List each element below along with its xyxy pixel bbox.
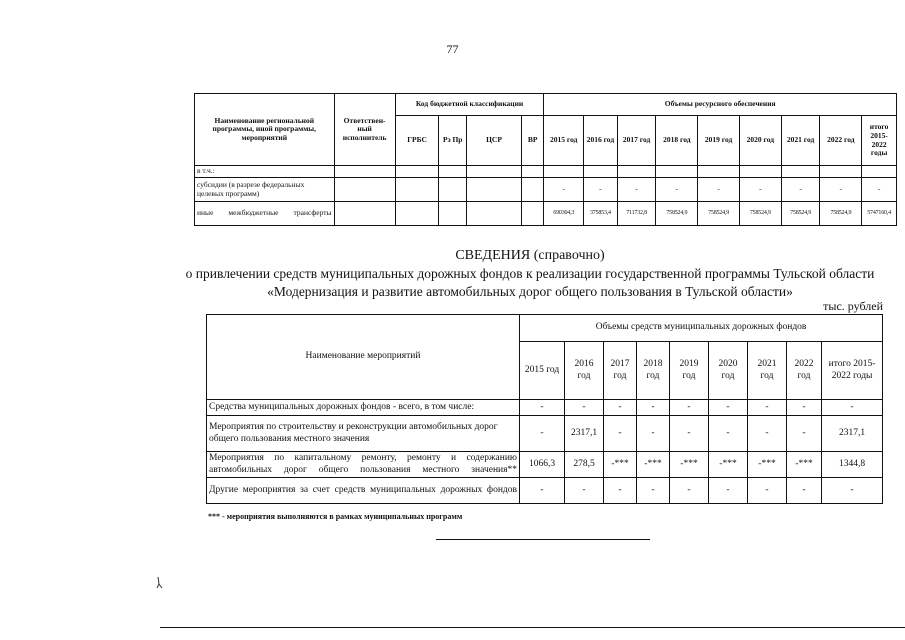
- cell-value: 1344,8: [822, 452, 883, 478]
- header-year: 2022 год: [787, 342, 822, 400]
- program-name: «Модернизация и развитие автомобильных дорог общего пользования в Тульской области»: [267, 284, 793, 299]
- cell-value: -: [637, 478, 670, 504]
- cell-value: 758524,9: [698, 202, 740, 226]
- cell-value: -: [617, 178, 656, 202]
- header-year: 2016 год: [584, 116, 618, 166]
- cell-value: -***: [748, 452, 787, 478]
- header-year: 2021 год: [781, 116, 820, 166]
- header-vr: ВР: [521, 116, 543, 166]
- row-name: Другие мероприятия за счет средств муниципальных дорожных фондов: [207, 478, 520, 504]
- cell-value: -: [709, 478, 748, 504]
- road-funds-table: [206, 314, 883, 504]
- cell-value: -***: [604, 452, 637, 478]
- header-name: Наименование региональной программы, иной программы, мероприятий: [195, 94, 335, 166]
- resource-table: [194, 93, 897, 226]
- cell-value: -: [862, 178, 897, 202]
- cell-value: -: [781, 178, 820, 202]
- row-name: в т.ч.:: [195, 166, 335, 178]
- cell-value: -: [670, 478, 709, 504]
- cell-value: -: [584, 178, 618, 202]
- header-total: итого 2015-2022 годы: [862, 116, 897, 166]
- cell-value: -: [520, 416, 565, 452]
- cell-value: -: [787, 400, 822, 416]
- cell-value: -: [604, 400, 637, 416]
- cell-value: -: [820, 178, 862, 202]
- cell-value: 2317,1: [565, 416, 604, 452]
- cell-value: -: [787, 416, 822, 452]
- header-year: 2019 год: [670, 342, 709, 400]
- cell-value: -: [748, 400, 787, 416]
- cell-value: -: [709, 416, 748, 452]
- cell-value: -: [822, 400, 883, 416]
- cell-value: -: [637, 400, 670, 416]
- cell-value: -: [604, 478, 637, 504]
- header-year: 2020 год: [739, 116, 781, 166]
- row-name: Мероприятия по строительству и реконструкции автомобильных дорог общего пользования местного значения: [207, 416, 520, 452]
- header-year: 2022 год: [820, 116, 862, 166]
- cell-value: 278,5: [565, 452, 604, 478]
- header-year: 2020 год: [709, 342, 748, 400]
- footnote: *** - мероприятия выполняются в рамках муниципальных программ: [208, 512, 463, 521]
- cell-value: -: [637, 416, 670, 452]
- cell-value: -: [656, 178, 698, 202]
- cell-value: -***: [670, 452, 709, 478]
- header-grbs: ГРБС: [395, 116, 439, 166]
- cell-value: -: [670, 400, 709, 416]
- cell-value: -: [748, 478, 787, 504]
- cell-value: -: [670, 416, 709, 452]
- row-name: Мероприятия по капитальному ремонту, ремонту и содержанию автомобильных дорог общего пользования местного значения**: [207, 452, 520, 478]
- cell-value: 375853,4: [584, 202, 618, 226]
- cell-value: -: [739, 178, 781, 202]
- table-row: [207, 416, 883, 452]
- header-year: 2016 год: [565, 342, 604, 400]
- header-csr: ЦСР: [466, 116, 521, 166]
- cell-value: -: [604, 416, 637, 452]
- table-row: [207, 400, 883, 416]
- cell-value: 690304,3: [544, 202, 584, 226]
- header-year: 2017 год: [617, 116, 656, 166]
- table-row: [207, 478, 883, 504]
- cell-value: 2317,1: [822, 416, 883, 452]
- units-label: тыс. рублей: [823, 299, 883, 313]
- table-row: [195, 202, 897, 226]
- cell-value: 758524,9: [739, 202, 781, 226]
- row-name: иные межбюджетные трансферты: [195, 202, 335, 226]
- table-row: [207, 452, 883, 478]
- cell-value: -: [544, 178, 584, 202]
- header-year: 2015 год: [520, 342, 565, 400]
- cell-value: -: [698, 178, 740, 202]
- row-name: субсидии (в разрезе федеральных целевых программ): [195, 178, 335, 202]
- page-number: 77: [446, 42, 459, 56]
- cell-value: -: [787, 478, 822, 504]
- header-resources: Объемы ресурсного обеспечения: [544, 94, 897, 116]
- row-name: Средства муниципальных дорожных фондов - всего, в том числе:: [207, 400, 520, 416]
- cell-value: -***: [637, 452, 670, 478]
- scan-mark-icon: [156, 576, 164, 590]
- header-year: 2018 год: [656, 116, 698, 166]
- cell-value: 5747160,4: [862, 202, 897, 226]
- page-bottom-rule: [160, 627, 905, 628]
- header-name: Наименование мероприятий: [207, 315, 520, 400]
- cell-value: -: [520, 400, 565, 416]
- cell-value: -***: [787, 452, 822, 478]
- cell-value: -: [565, 478, 604, 504]
- header-total: итого 2015-2022 годы: [822, 342, 883, 400]
- header-budget-code: Код бюджетной классификации: [395, 94, 544, 116]
- table-row: [195, 166, 897, 178]
- header-responsible: Ответствен-ный исполнитель: [334, 94, 395, 166]
- section-title: СВЕДЕНИЯ (справочно): [455, 248, 605, 263]
- header-rzpr: Рз Пр: [439, 116, 467, 166]
- header-group: Объемы средств муниципальных дорожных фондов: [520, 315, 883, 342]
- header-year: 2017 год: [604, 342, 637, 400]
- cell-value: 758524,9: [781, 202, 820, 226]
- section-subtitle: о привлечении средств муниципальных дорожных фондов к реализации государственной программы Тульской области: [185, 266, 875, 281]
- table-row: [195, 178, 897, 202]
- cell-value: 758524,9: [656, 202, 698, 226]
- cell-value: -: [565, 400, 604, 416]
- cell-value: 758524,9: [820, 202, 862, 226]
- header-year: 2021 год: [748, 342, 787, 400]
- cell-value: 711732,8: [617, 202, 656, 226]
- header-year: 2018 год: [637, 342, 670, 400]
- header-year: 2019 год: [698, 116, 740, 166]
- header-year: 2015 год: [544, 116, 584, 166]
- cell-value: -: [709, 400, 748, 416]
- cell-value: -: [520, 478, 565, 504]
- cell-value: 1066,3: [520, 452, 565, 478]
- cell-value: -: [822, 478, 883, 504]
- cell-value: -***: [709, 452, 748, 478]
- footnote-divider: [436, 539, 650, 540]
- cell-value: -: [748, 416, 787, 452]
